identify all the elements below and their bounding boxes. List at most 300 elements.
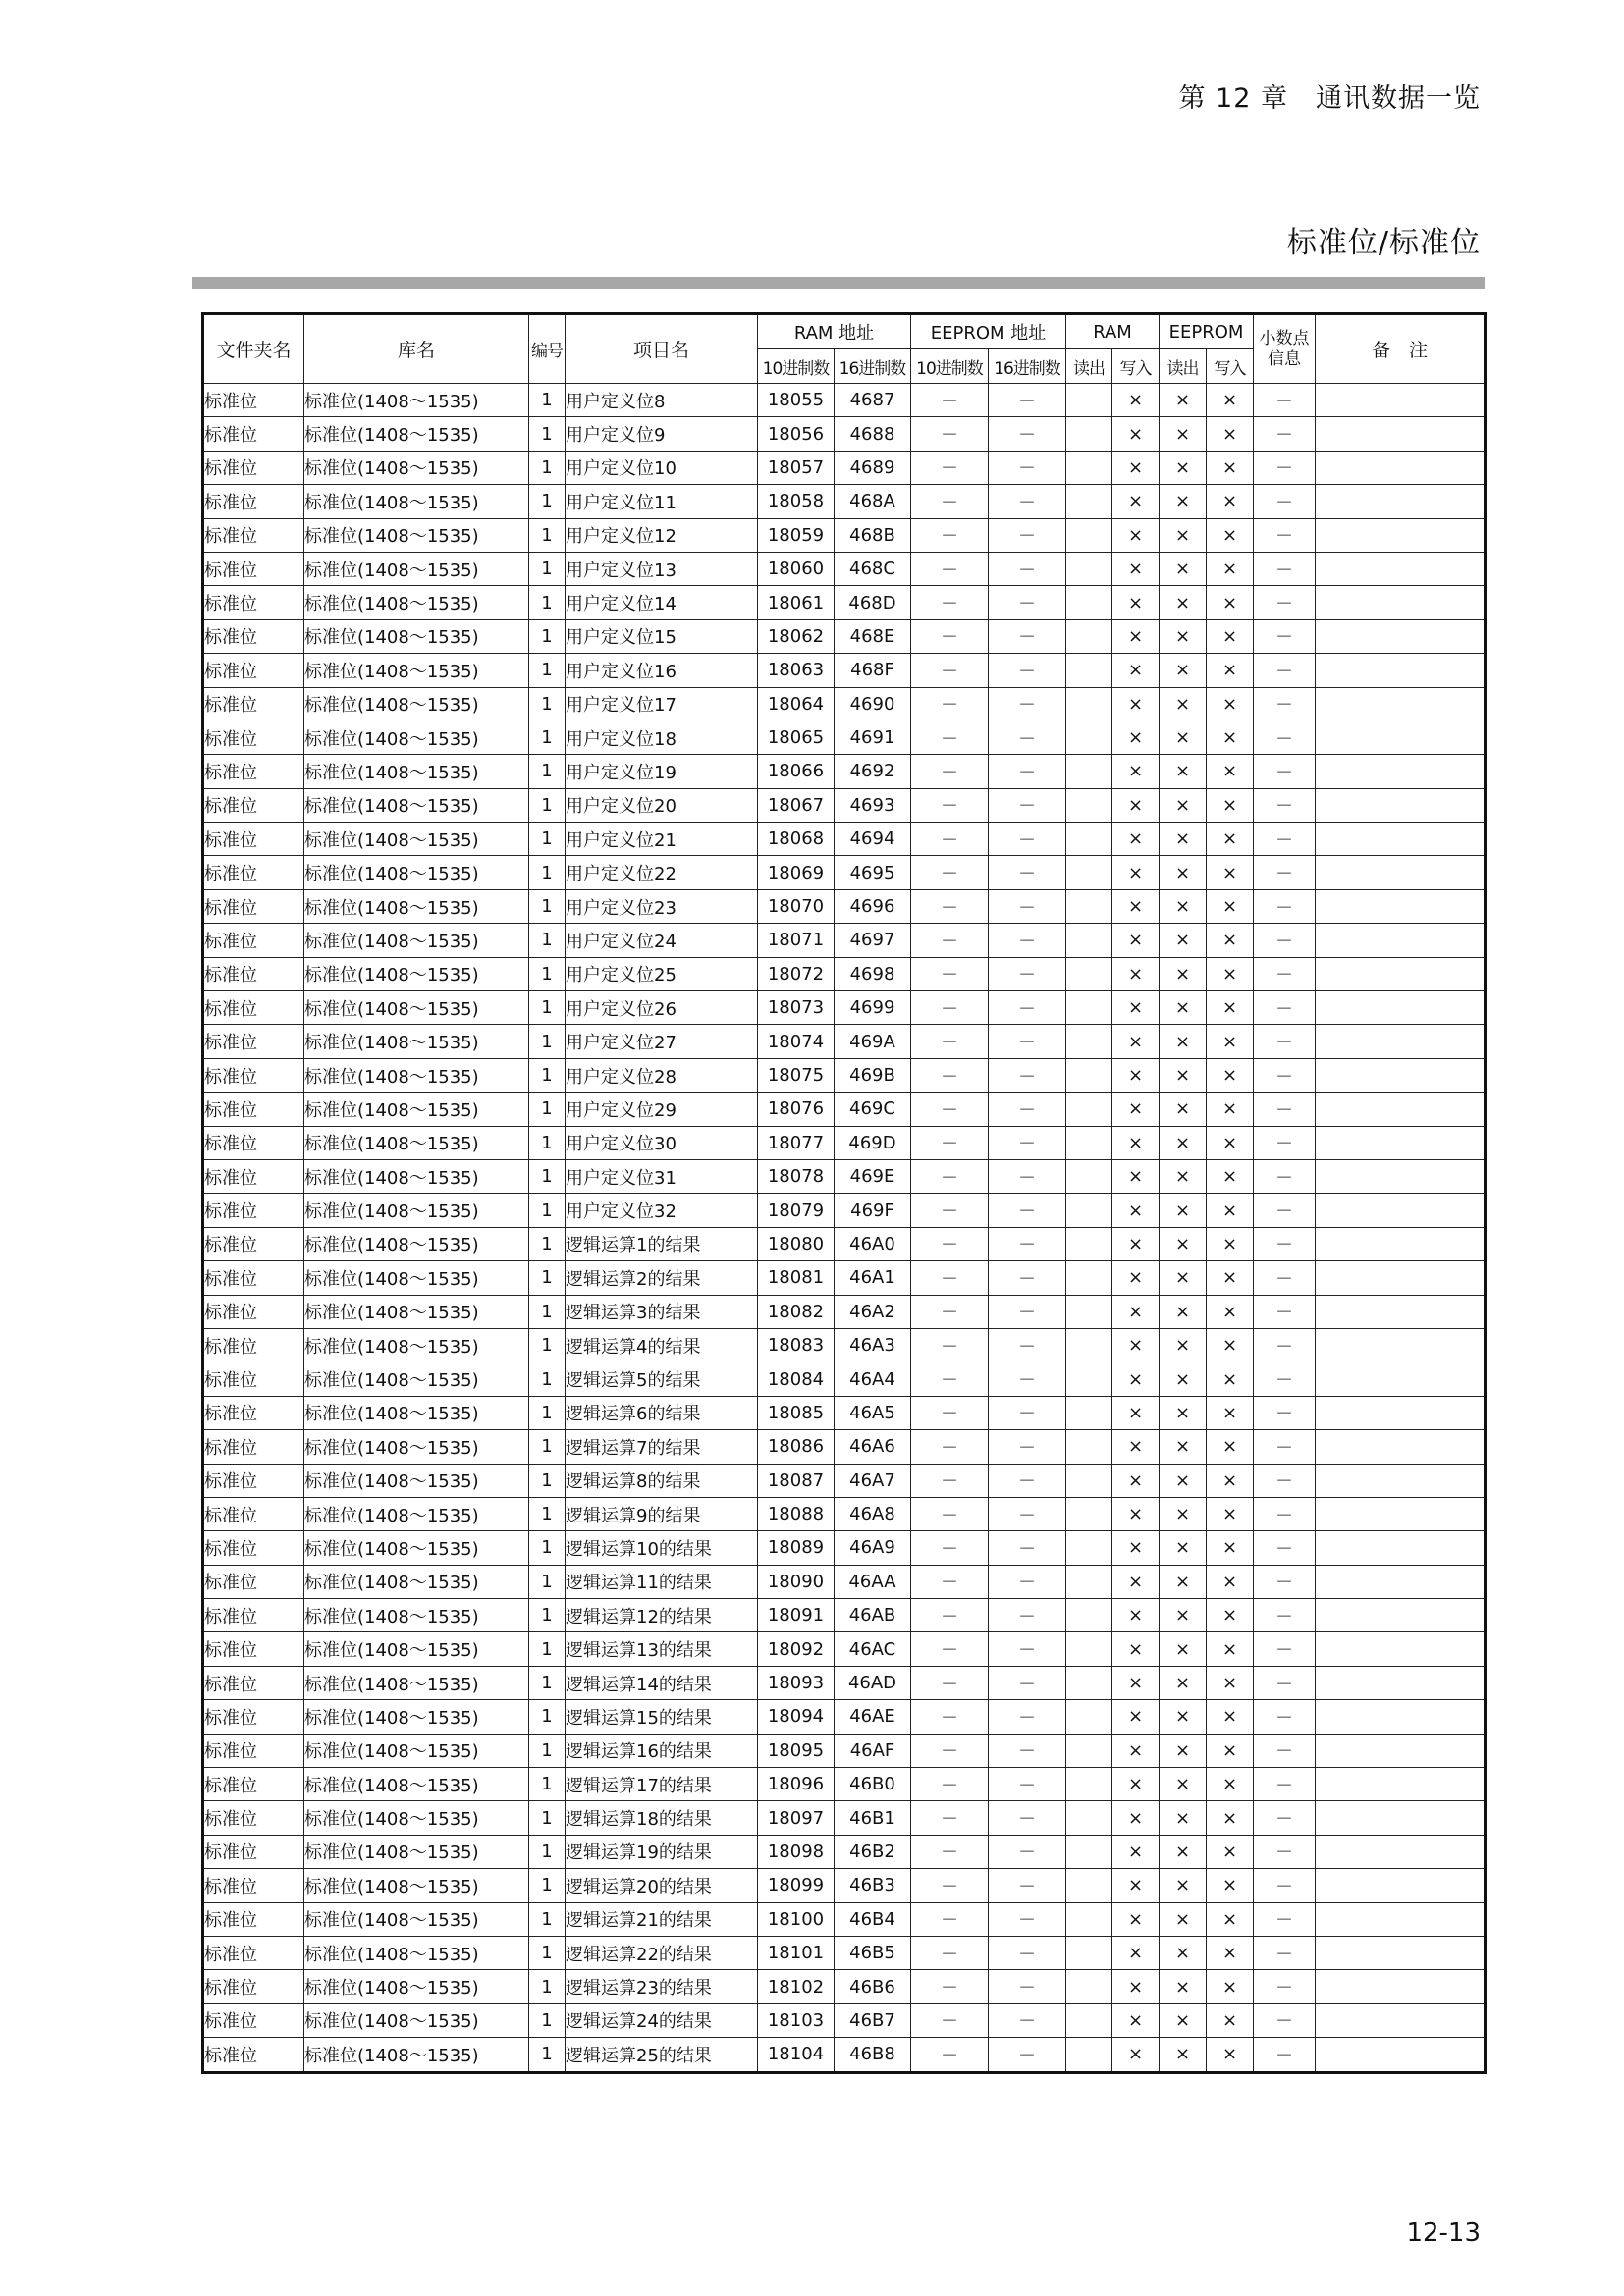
cell-item: 用户定义位16 [566, 654, 758, 687]
cell-item: 用户定义位12 [566, 518, 758, 552]
header-eeprom-address: EEPROM 地址 [911, 314, 1066, 349]
header-ram-write: 写入 [1112, 349, 1160, 384]
table-row [203, 1261, 1486, 1295]
cell-ram-read [1066, 1835, 1112, 1868]
cell-eeprom-write: × [1207, 1093, 1254, 1126]
cell-ram-read [1066, 1936, 1112, 1969]
cell-ram-read [1066, 1902, 1112, 1936]
cell-eeprom-dec: － [911, 552, 989, 585]
cell-number: 1 [529, 1430, 566, 1464]
cell-ram-write: × [1112, 1362, 1160, 1396]
cell-eeprom-read: × [1160, 1058, 1207, 1092]
cell-eeprom-write: × [1207, 1328, 1254, 1362]
cell-decimal-info: － [1254, 788, 1316, 822]
cell-ram-dec: 18101 [758, 1936, 835, 1969]
cell-ram-dec: 18090 [758, 1565, 835, 1598]
table-row [203, 788, 1486, 822]
cell-item: 用户定义位8 [566, 384, 758, 417]
cell-eeprom-dec: － [911, 384, 989, 417]
cell-eeprom-dec: － [911, 2003, 989, 2037]
cell-eeprom-hex: － [989, 1295, 1066, 1328]
cell-eeprom-write: × [1207, 1126, 1254, 1159]
cell-ram-dec: 18083 [758, 1328, 835, 1362]
cell-decimal-info: － [1254, 384, 1316, 417]
cell-ram-write: × [1112, 1126, 1160, 1159]
cell-folder: 标准位 [203, 1599, 304, 1632]
cell-ram-dec: 18079 [758, 1194, 835, 1227]
cell-folder: 标准位 [203, 889, 304, 923]
cell-eeprom-hex: － [989, 1362, 1066, 1396]
cell-item: 逻辑运算11的结果 [566, 1565, 758, 1598]
cell-folder: 标准位 [203, 1396, 304, 1429]
table-row [203, 1159, 1486, 1193]
cell-ram-write: × [1112, 1869, 1160, 1902]
cell-ram-hex: 4694 [835, 823, 911, 856]
table-row [203, 1565, 1486, 1598]
cell-decimal-info: － [1254, 451, 1316, 484]
cell-ram-hex: 468A [835, 485, 911, 518]
table-row [203, 1801, 1486, 1835]
cell-eeprom-hex: － [989, 1093, 1066, 1126]
cell-item: 用户定义位26 [566, 991, 758, 1025]
table-row [203, 1362, 1486, 1396]
cell-folder: 标准位 [203, 586, 304, 619]
header-eeprom-write: 写入 [1207, 349, 1254, 384]
cell-remarks [1316, 755, 1486, 788]
cell-folder: 标准位 [203, 384, 304, 417]
cell-library: 标准位(1408～1535) [304, 485, 529, 518]
cell-number: 1 [529, 788, 566, 822]
cell-library: 标准位(1408～1535) [304, 1025, 529, 1058]
cell-eeprom-dec: － [911, 619, 989, 653]
cell-item: 用户定义位14 [566, 586, 758, 619]
cell-remarks [1316, 687, 1486, 721]
cell-ram-write: × [1112, 1599, 1160, 1632]
cell-folder: 标准位 [203, 1734, 304, 1767]
cell-eeprom-read: × [1160, 1700, 1207, 1734]
cell-eeprom-hex: － [989, 1734, 1066, 1767]
cell-item: 逻辑运算24的结果 [566, 2003, 758, 2037]
cell-ram-dec: 18087 [758, 1464, 835, 1497]
cell-eeprom-dec: － [911, 1464, 989, 1497]
cell-eeprom-write: × [1207, 1497, 1254, 1530]
cell-library: 标准位(1408～1535) [304, 1835, 529, 1868]
cell-ram-dec: 18065 [758, 721, 835, 754]
cell-ram-write: × [1112, 823, 1160, 856]
cell-ram-read [1066, 1159, 1112, 1193]
cell-eeprom-write: × [1207, 1936, 1254, 1969]
cell-number: 1 [529, 1159, 566, 1193]
cell-eeprom-hex: － [989, 1835, 1066, 1868]
cell-ram-read [1066, 1666, 1112, 1699]
cell-item: 逻辑运算14的结果 [566, 1666, 758, 1699]
cell-ram-write: × [1112, 755, 1160, 788]
cell-eeprom-write: × [1207, 889, 1254, 923]
cell-ram-hex: 4689 [835, 451, 911, 484]
cell-eeprom-hex: － [989, 1227, 1066, 1260]
cell-ram-read [1066, 1599, 1112, 1632]
cell-eeprom-hex: － [989, 417, 1066, 451]
cell-eeprom-hex: － [989, 619, 1066, 653]
table-row [203, 586, 1486, 619]
cell-library: 标准位(1408～1535) [304, 889, 529, 923]
cell-number: 1 [529, 619, 566, 653]
cell-eeprom-read: × [1160, 889, 1207, 923]
cell-ram-dec: 18093 [758, 1666, 835, 1699]
cell-item: 用户定义位23 [566, 889, 758, 923]
cell-library: 标准位(1408～1535) [304, 1159, 529, 1193]
cell-ram-hex: 46A1 [835, 1261, 911, 1295]
header-ram-address: RAM 地址 [758, 314, 911, 349]
cell-ram-read [1066, 1396, 1112, 1429]
cell-remarks [1316, 1768, 1486, 1801]
cell-remarks [1316, 1227, 1486, 1260]
cell-ram-read [1066, 1869, 1112, 1902]
cell-library: 标准位(1408～1535) [304, 619, 529, 653]
cell-decimal-info: － [1254, 1430, 1316, 1464]
cell-ram-read [1066, 721, 1112, 754]
cell-library: 标准位(1408～1535) [304, 991, 529, 1025]
cell-eeprom-hex: － [989, 1464, 1066, 1497]
cell-eeprom-dec: － [911, 1126, 989, 1159]
cell-ram-dec: 18103 [758, 2003, 835, 2037]
cell-eeprom-hex: － [989, 1869, 1066, 1902]
cell-ram-read [1066, 1497, 1112, 1530]
cell-eeprom-dec: － [911, 1328, 989, 1362]
cell-eeprom-hex: － [989, 654, 1066, 687]
cell-eeprom-hex: － [989, 823, 1066, 856]
cell-eeprom-hex: － [989, 2038, 1066, 2072]
table-row [203, 1295, 1486, 1328]
section-divider [192, 277, 1485, 289]
cell-ram-dec: 18078 [758, 1159, 835, 1193]
cell-number: 1 [529, 2003, 566, 2037]
cell-ram-hex: 46B0 [835, 1768, 911, 1801]
cell-ram-hex: 46A0 [835, 1227, 911, 1260]
cell-decimal-info: － [1254, 1497, 1316, 1530]
cell-eeprom-write: × [1207, 788, 1254, 822]
cell-eeprom-read: × [1160, 1768, 1207, 1801]
cell-eeprom-read: × [1160, 1295, 1207, 1328]
cell-eeprom-hex: － [989, 1328, 1066, 1362]
cell-ram-dec: 18060 [758, 552, 835, 585]
cell-folder: 标准位 [203, 654, 304, 687]
cell-ram-read [1066, 788, 1112, 822]
cell-ram-read [1066, 755, 1112, 788]
cell-decimal-info: － [1254, 1768, 1316, 1801]
cell-ram-write: × [1112, 1227, 1160, 1260]
cell-ram-read [1066, 2003, 1112, 2037]
cell-ram-read [1066, 823, 1112, 856]
cell-eeprom-write: × [1207, 1362, 1254, 1396]
cell-decimal-info: － [1254, 1700, 1316, 1734]
header-eeprom: EEPROM [1160, 314, 1254, 349]
table-row [203, 451, 1486, 484]
cell-ram-write: × [1112, 1835, 1160, 1868]
cell-eeprom-dec: － [911, 889, 989, 923]
cell-decimal-info: － [1254, 1869, 1316, 1902]
cell-ram-read [1066, 1261, 1112, 1295]
header-folder: 文件夹名 [203, 314, 304, 384]
cell-folder: 标准位 [203, 991, 304, 1025]
cell-eeprom-read: × [1160, 1666, 1207, 1699]
table-row [203, 1734, 1486, 1767]
table-row [203, 619, 1486, 653]
cell-number: 1 [529, 924, 566, 957]
cell-eeprom-dec: － [911, 1936, 989, 1969]
cell-eeprom-read: × [1160, 1970, 1207, 2003]
cell-ram-read [1066, 1093, 1112, 1126]
cell-ram-read [1066, 1430, 1112, 1464]
cell-number: 1 [529, 1835, 566, 1868]
cell-item: 逻辑运算5的结果 [566, 1362, 758, 1396]
cell-library: 标准位(1408～1535) [304, 2038, 529, 2072]
cell-ram-read [1066, 1734, 1112, 1767]
cell-eeprom-hex: － [989, 552, 1066, 585]
cell-ram-write: × [1112, 889, 1160, 923]
cell-eeprom-read: × [1160, 1093, 1207, 1126]
cell-ram-dec: 18061 [758, 586, 835, 619]
cell-eeprom-write: × [1207, 687, 1254, 721]
cell-eeprom-write: × [1207, 1194, 1254, 1227]
cell-folder: 标准位 [203, 1666, 304, 1699]
cell-library: 标准位(1408～1535) [304, 721, 529, 754]
cell-folder: 标准位 [203, 2038, 304, 2072]
cell-item: 逻辑运算21的结果 [566, 1902, 758, 1936]
cell-library: 标准位(1408～1535) [304, 417, 529, 451]
cell-number: 1 [529, 654, 566, 687]
cell-decimal-info: － [1254, 957, 1316, 990]
cell-eeprom-read: × [1160, 991, 1207, 1025]
cell-ram-hex: 46A7 [835, 1464, 911, 1497]
cell-remarks [1316, 1632, 1486, 1666]
cell-eeprom-dec: － [911, 788, 989, 822]
table-row [203, 1768, 1486, 1801]
cell-eeprom-hex: － [989, 1902, 1066, 1936]
cell-remarks [1316, 1328, 1486, 1362]
cell-eeprom-write: × [1207, 1464, 1254, 1497]
cell-decimal-info: － [1254, 1126, 1316, 1159]
cell-item: 逻辑运算7的结果 [566, 1430, 758, 1464]
cell-eeprom-read: × [1160, 957, 1207, 990]
table-row [203, 2038, 1486, 2072]
cell-ram-dec: 18075 [758, 1058, 835, 1092]
cell-folder: 标准位 [203, 619, 304, 653]
cell-ram-read [1066, 552, 1112, 585]
cell-item: 用户定义位27 [566, 1025, 758, 1058]
cell-ram-write: × [1112, 1734, 1160, 1767]
cell-ram-write: × [1112, 1328, 1160, 1362]
cell-ram-write: × [1112, 856, 1160, 889]
cell-ram-hex: 46B6 [835, 1970, 911, 2003]
cell-ram-hex: 46B4 [835, 1902, 911, 1936]
cell-ram-hex: 46A2 [835, 1295, 911, 1328]
cell-remarks [1316, 1464, 1486, 1497]
cell-folder: 标准位 [203, 1126, 304, 1159]
cell-library: 标准位(1408～1535) [304, 755, 529, 788]
cell-ram-dec: 18070 [758, 889, 835, 923]
cell-library: 标准位(1408～1535) [304, 856, 529, 889]
cell-library: 标准位(1408～1535) [304, 957, 529, 990]
cell-number: 1 [529, 1464, 566, 1497]
cell-eeprom-dec: － [911, 586, 989, 619]
cell-folder: 标准位 [203, 1497, 304, 1530]
cell-ram-hex: 46A8 [835, 1497, 911, 1530]
cell-remarks [1316, 1835, 1486, 1868]
cell-eeprom-hex: － [989, 1126, 1066, 1159]
cell-number: 1 [529, 1700, 566, 1734]
cell-ram-dec: 18066 [758, 755, 835, 788]
cell-decimal-info: － [1254, 1261, 1316, 1295]
cell-ram-write: × [1112, 485, 1160, 518]
cell-eeprom-read: × [1160, 1632, 1207, 1666]
cell-eeprom-write: × [1207, 586, 1254, 619]
cell-ram-hex: 4687 [835, 384, 911, 417]
cell-ram-write: × [1112, 1666, 1160, 1699]
cell-library: 标准位(1408～1535) [304, 2003, 529, 2037]
cell-ram-dec: 18057 [758, 451, 835, 484]
cell-decimal-info: － [1254, 552, 1316, 585]
cell-eeprom-write: × [1207, 1565, 1254, 1598]
table-row [203, 687, 1486, 721]
cell-ram-read [1066, 1768, 1112, 1801]
cell-remarks [1316, 619, 1486, 653]
cell-eeprom-read: × [1160, 1565, 1207, 1598]
cell-decimal-info: － [1254, 1599, 1316, 1632]
cell-ram-write: × [1112, 1159, 1160, 1193]
table-row [203, 889, 1486, 923]
cell-eeprom-read: × [1160, 417, 1207, 451]
cell-ram-hex: 4693 [835, 788, 911, 822]
cell-decimal-info: － [1254, 2003, 1316, 2037]
cell-folder: 标准位 [203, 924, 304, 957]
cell-ram-hex: 4699 [835, 991, 911, 1025]
cell-ram-read [1066, 856, 1112, 889]
cell-eeprom-write: × [1207, 1396, 1254, 1429]
cell-eeprom-hex: － [989, 1396, 1066, 1429]
cell-ram-dec: 18099 [758, 1869, 835, 1902]
cell-number: 1 [529, 1599, 566, 1632]
cell-remarks [1316, 1801, 1486, 1835]
cell-item: 逻辑运算10的结果 [566, 1531, 758, 1565]
cell-eeprom-read: × [1160, 1497, 1207, 1530]
cell-eeprom-write: × [1207, 1768, 1254, 1801]
cell-ram-read [1066, 586, 1112, 619]
cell-ram-read [1066, 1328, 1112, 1362]
cell-item: 逻辑运算18的结果 [566, 1801, 758, 1835]
cell-library: 标准位(1408～1535) [304, 451, 529, 484]
cell-folder: 标准位 [203, 1295, 304, 1328]
cell-folder: 标准位 [203, 1093, 304, 1126]
cell-ram-dec: 18088 [758, 1497, 835, 1530]
cell-folder: 标准位 [203, 1464, 304, 1497]
cell-decimal-info: － [1254, 1970, 1316, 2003]
cell-eeprom-hex: － [989, 957, 1066, 990]
cell-library: 标准位(1408～1535) [304, 924, 529, 957]
cell-ram-read [1066, 687, 1112, 721]
cell-ram-dec: 18064 [758, 687, 835, 721]
cell-eeprom-read: × [1160, 924, 1207, 957]
cell-ram-dec: 18059 [758, 518, 835, 552]
cell-folder: 标准位 [203, 1801, 304, 1835]
header-eeprom-read: 读出 [1160, 349, 1207, 384]
cell-ram-dec: 18081 [758, 1261, 835, 1295]
cell-number: 1 [529, 1194, 566, 1227]
cell-eeprom-read: × [1160, 1126, 1207, 1159]
cell-number: 1 [529, 1497, 566, 1530]
cell-eeprom-write: × [1207, 1869, 1254, 1902]
cell-ram-write: × [1112, 1194, 1160, 1227]
cell-ram-dec: 18082 [758, 1295, 835, 1328]
cell-ram-read [1066, 1970, 1112, 2003]
cell-ram-read [1066, 1362, 1112, 1396]
cell-ram-hex: 4691 [835, 721, 911, 754]
cell-ram-hex: 46AD [835, 1666, 911, 1699]
cell-eeprom-hex: － [989, 924, 1066, 957]
cell-ram-hex: 4698 [835, 957, 911, 990]
cell-ram-write: × [1112, 654, 1160, 687]
cell-eeprom-dec: － [911, 654, 989, 687]
cell-eeprom-hex: － [989, 687, 1066, 721]
cell-remarks [1316, 788, 1486, 822]
cell-eeprom-write: × [1207, 1025, 1254, 1058]
cell-ram-dec: 18102 [758, 1970, 835, 2003]
cell-eeprom-hex: － [989, 991, 1066, 1025]
cell-item: 用户定义位24 [566, 924, 758, 957]
table-row [203, 1126, 1486, 1159]
cell-eeprom-dec: － [911, 451, 989, 484]
table-row [203, 1700, 1486, 1734]
cell-eeprom-read: × [1160, 1902, 1207, 1936]
cell-ram-write: × [1112, 1801, 1160, 1835]
cell-eeprom-dec: － [911, 1194, 989, 1227]
cell-item: 用户定义位13 [566, 552, 758, 585]
cell-item: 逻辑运算16的结果 [566, 1734, 758, 1767]
cell-decimal-info: － [1254, 1565, 1316, 1598]
cell-ram-write: × [1112, 1970, 1160, 2003]
table-row [203, 384, 1486, 417]
cell-remarks [1316, 856, 1486, 889]
cell-eeprom-write: × [1207, 619, 1254, 653]
cell-eeprom-write: × [1207, 721, 1254, 754]
cell-library: 标准位(1408～1535) [304, 1194, 529, 1227]
cell-library: 标准位(1408～1535) [304, 1295, 529, 1328]
cell-ram-dec: 18073 [758, 991, 835, 1025]
cell-eeprom-write: × [1207, 1058, 1254, 1092]
cell-eeprom-hex: － [989, 1666, 1066, 1699]
cell-number: 1 [529, 1328, 566, 1362]
cell-ram-write: × [1112, 1430, 1160, 1464]
cell-eeprom-write: × [1207, 485, 1254, 518]
cell-ram-write: × [1112, 1093, 1160, 1126]
cell-eeprom-read: × [1160, 1801, 1207, 1835]
cell-ram-hex: 46AA [835, 1565, 911, 1598]
cell-decimal-info: － [1254, 1936, 1316, 1969]
cell-eeprom-dec: － [911, 991, 989, 1025]
cell-remarks [1316, 384, 1486, 417]
cell-eeprom-dec: － [911, 957, 989, 990]
cell-number: 1 [529, 1768, 566, 1801]
cell-eeprom-read: × [1160, 1159, 1207, 1193]
cell-remarks [1316, 586, 1486, 619]
cell-eeprom-read: × [1160, 788, 1207, 822]
cell-ram-dec: 18095 [758, 1734, 835, 1767]
cell-folder: 标准位 [203, 1362, 304, 1396]
table-row [203, 1531, 1486, 1565]
cell-ram-read [1066, 1058, 1112, 1092]
cell-remarks [1316, 1126, 1486, 1159]
cell-decimal-info: － [1254, 856, 1316, 889]
